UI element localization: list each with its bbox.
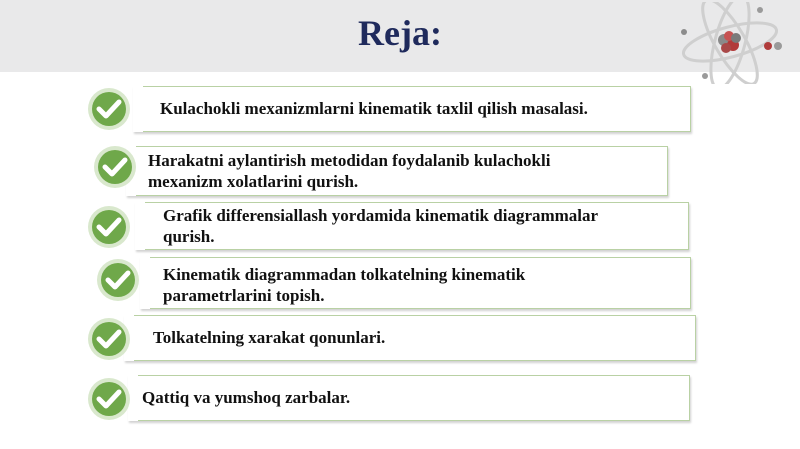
checkmark-icon [93, 145, 137, 189]
atom-icon [672, 2, 792, 84]
list-item-3-text: Grafik differensiallash yordamida kinematik diagrammalar qurish. [163, 206, 599, 246]
checkmark-icon [87, 205, 131, 249]
list-item-6-text: Qattiq va yumshoq zarbalar. [142, 388, 351, 407]
list-item-2-text: Harakatni aylantirish metodidan foydalanib kulachokli mexanizm xolatlarini qurish. [148, 151, 551, 191]
list-item-4-text: Kinematik diagrammadan tolkatelning kinematik parametrlarini topish. [163, 265, 526, 305]
checkmark-icon [87, 317, 131, 361]
list-item-5-text: Tolkatelning xarakat qonunlari. [153, 328, 386, 347]
list-item-1-text: Kulachokli mexanizmlarni kinematik taxlil qilish masalasi. [160, 99, 588, 118]
checkmark-icon [87, 377, 131, 421]
slide-title: Reja: [358, 13, 442, 53]
checkmark-icon [87, 87, 131, 131]
checkmark-icon [96, 258, 140, 302]
